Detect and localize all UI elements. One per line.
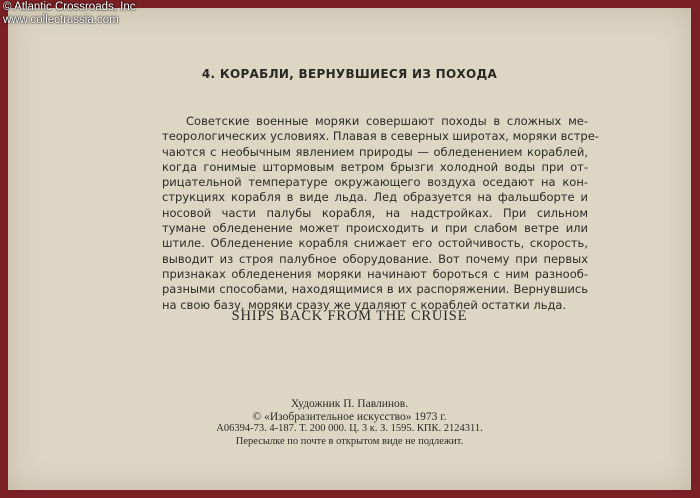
watermark bbox=[3, 1, 135, 27]
body-line: на свою базу, моряки сразу же удаляют с кораблей остатки льда. bbox=[162, 297, 567, 312]
publisher-line: © «Изобразительное искусство» 1973 г. bbox=[252, 410, 447, 423]
postcard-back bbox=[8, 8, 691, 490]
body-line: тумане обледенение может происходить и при слабом ветре или bbox=[162, 221, 588, 236]
publisher-imprint bbox=[8, 398, 691, 448]
body-line: рицательной температуре окружающего воздуха оседают на кон- bbox=[162, 175, 588, 190]
card-body-text bbox=[162, 114, 599, 313]
artist-credit: Художник П. Павлинов. bbox=[290, 398, 409, 410]
body-line: признаках обледенения моряки начинают бороться с ним разнооб- bbox=[162, 266, 588, 281]
body-line: разными способами, находящимися в их распоряжении. Вернувшись bbox=[162, 282, 588, 297]
body-line: струкциях корабля в виде льда. Лед образуется на фальшборте и bbox=[162, 190, 588, 205]
watermark-copyright: © Atlantic Crossroads, Inc bbox=[3, 1, 136, 13]
body-line: когда гонимые штормовым ветром брызги холодной воды при от- bbox=[162, 159, 588, 174]
body-line: выводит из строя палубное оборудование. Вот почему при первых bbox=[162, 251, 588, 266]
body-line: носовой части палубы корабля, на надстройках. При сильном bbox=[162, 205, 588, 220]
body-line: Советские военные моряки совершают походы в сложных ме- bbox=[186, 114, 588, 128]
body-line: штиле. Обледенение корабля снижает его остойчивость, скорость, bbox=[162, 236, 588, 251]
mailing-note: Пересылке по почте в открытом виде не подлежит. bbox=[235, 435, 464, 447]
english-title: SHIPS BACK FROM THE CRUISE bbox=[231, 308, 468, 324]
print-codes: А06394-73. 4-187. Т. 200 000. Ц. 3 к. З. 1595. КПК. 2124311. bbox=[216, 423, 483, 434]
body-line: чаются с необычным явлением природы — обледенением кораблей, bbox=[162, 144, 588, 159]
body-line: теорологических условиях. Плавая в северных широтах, моряки встре- bbox=[162, 129, 599, 144]
watermark-url: www.collectrussia.com bbox=[3, 14, 119, 26]
card-heading: 4. КОРАБЛИ, ВЕРНУВШИЕСЯ ИЗ ПОХОДА bbox=[201, 67, 498, 81]
